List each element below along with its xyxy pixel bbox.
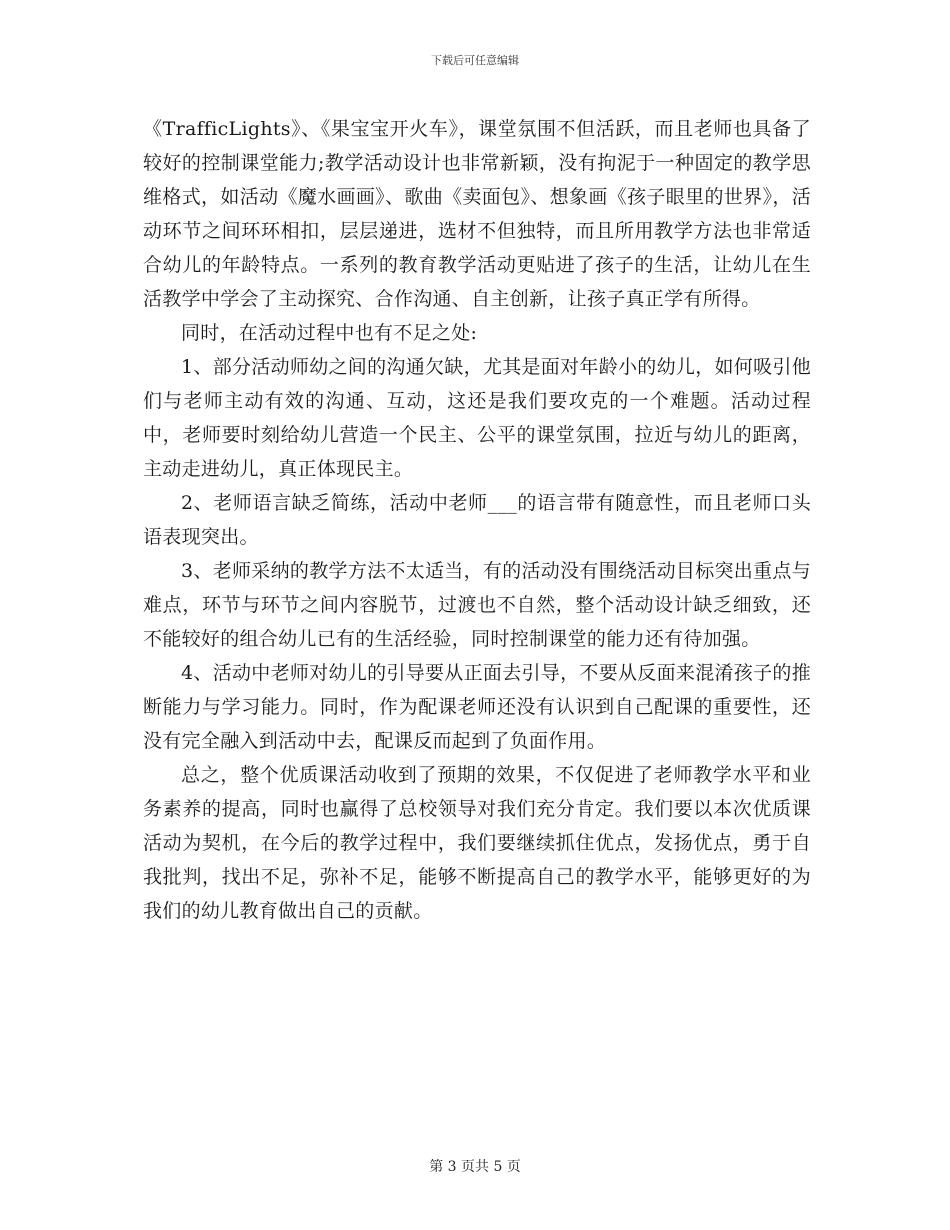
paragraph-continuation: 《TrafficLights》、《果宝宝开火车》，课堂氛围不但活跃，而且老师也具备了较好的控制课堂能力;教学活动设计也非常新颖，没有拘泥于一种固定的教学思维格式，如活动《魔水画画》、歌曲《卖面包》、想象画《孩子眼里的世界》，活动环节之间环环相扣，层层递进，选材不但独特，而且所用教学方法也非常适合幼儿的年龄特点。一系列的教育教学活动更贴进了孩子的生活，让幼儿在生活教学中学会了主动探究、合作沟通、自主创新，让孩子真正学有所得。 (143, 118, 811, 310)
paragraph-point-4: 4、活动中老师对幼儿的引导要从正面去引导，不要从反面来混淆孩子的推断能力与学习能力。同时，作为配课老师还没有认识到自己配课的重要性，还没有完全融入到活动中去，配课反而起到了负面作用。 (143, 662, 811, 752)
document-body (143, 112, 811, 928)
paragraph-point-3: 3、老师采纳的教学方法不太适当，有的活动没有围绕活动目标突出重点与难点，环节与环节之间内容脱节，过渡也不自然，整个活动设计缺乏细致，还不能较好的组合幼儿已有的生活经验，同时控制课堂的能力还有待加强。 (143, 560, 811, 650)
page-header: 下载后可任意编辑 (431, 54, 519, 67)
paragraph-point-2: 2、老师语言缺乏简练，活动中老师___的语言带有随意性，而且老师口头语表现突出。 (143, 492, 811, 548)
paragraph-conclusion: 总之，整个优质课活动收到了预期的效果，不仅促进了老师教学水平和业务素养的提高，同时也赢得了总校领导对我们充分肯定。我们要以本次优质课活动为契机，在今后的教学过程中，我们要继续抓住优点，发扬优点，勇于自我批判，找出不足，弥补不足，能够不断提高自己的教学水平，能够更好的为我们的幼儿教育做出自己的贡献。 (143, 764, 811, 922)
page-number-footer: 第 3 页共 5 页 (429, 1159, 521, 1175)
paragraph-point-1: 1、部分活动师幼之间的沟通欠缺，尤其是面对年龄小的幼儿，如何吸引他们与老师主动有效的沟通、互动，这还是我们要攻克的一个难题。活动过程中，老师要时刻给幼儿营造一个民主、公平的课堂氛围，拉近与幼儿的距离，主动走进幼儿，真正体现民主。 (143, 356, 811, 480)
paragraph-shortcomings-intro: 同时，在活动过程中也有不足之处: (181, 322, 478, 344)
